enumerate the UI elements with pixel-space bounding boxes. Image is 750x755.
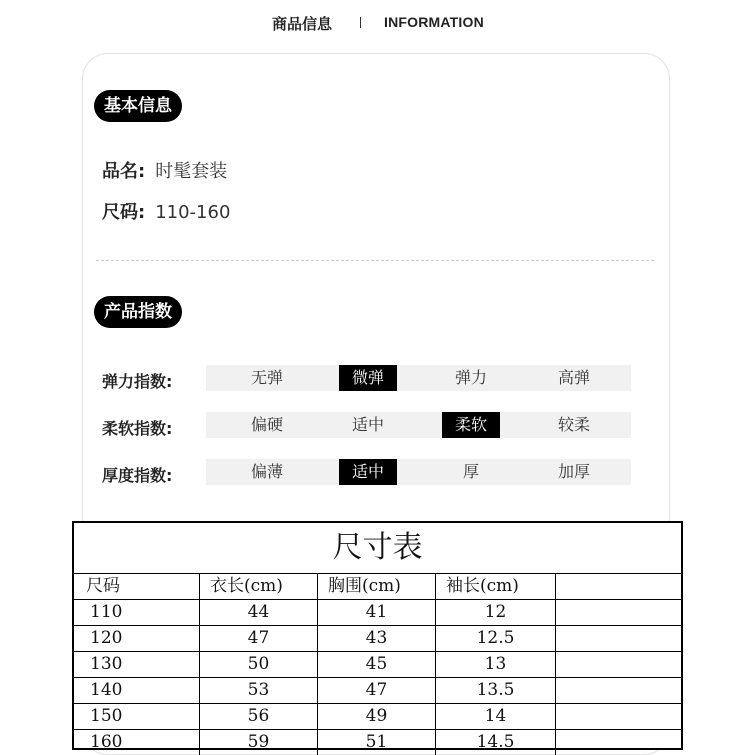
product-index-pill: 产品指数 — [94, 296, 182, 328]
elasticity-scale — [206, 365, 631, 391]
table-cell: 110 — [74, 600, 200, 625]
table-row — [74, 678, 681, 704]
table-cell — [556, 626, 681, 651]
table-cell: 45 — [318, 652, 436, 677]
table-cell: 44 — [200, 600, 318, 625]
table-cell: 41 — [318, 600, 436, 625]
table-cell: 59 — [200, 730, 318, 755]
product-size-label: 尺码: — [102, 202, 146, 223]
product-size-row — [102, 198, 230, 224]
table-cell: 14.5 — [436, 730, 556, 755]
header-separator — [360, 17, 361, 28]
table-cell: 14 — [436, 704, 556, 729]
product-name-label: 品名: — [102, 161, 146, 182]
product-name-value: 时髦套装 — [155, 161, 228, 182]
section-divider — [96, 260, 654, 261]
size-chart-table — [72, 521, 683, 750]
table-cell: 120 — [74, 626, 200, 651]
table-row — [74, 730, 681, 755]
table-cell: 13.5 — [436, 678, 556, 703]
table-cell — [556, 704, 681, 729]
header-cell — [556, 574, 681, 599]
softness-label: 柔软指数: — [102, 419, 173, 438]
thickness-option: 偏薄 — [250, 462, 283, 481]
header-cell: 尺码 — [74, 574, 200, 599]
size-chart-title: 尺寸表 — [74, 523, 681, 574]
table-row — [74, 652, 681, 678]
table-cell: 130 — [74, 652, 200, 677]
header-title-en: INFORMATION — [384, 14, 484, 30]
table-cell: 160 — [74, 730, 200, 755]
table-row — [74, 600, 681, 626]
table-cell: 50 — [200, 652, 318, 677]
table-cell: 47 — [200, 626, 318, 651]
table-row — [74, 704, 681, 730]
elasticity-label: 弹力指数: — [102, 372, 173, 391]
section-header — [0, 0, 750, 46]
table-cell — [556, 730, 681, 755]
elasticity-option: 高弹 — [557, 368, 590, 387]
header-cell: 胸围(cm) — [318, 574, 436, 599]
table-cell: 53 — [200, 678, 318, 703]
softness-option: 较柔 — [557, 415, 590, 434]
size-chart-grid — [74, 574, 681, 755]
table-row — [74, 626, 681, 652]
table-cell — [556, 600, 681, 625]
table-cell: 150 — [74, 704, 200, 729]
header-cell: 袖长(cm) — [436, 574, 556, 599]
softness-option: 偏硬 — [250, 415, 283, 434]
table-cell: 12 — [436, 600, 556, 625]
thickness-scale — [206, 459, 631, 485]
product-name-row — [102, 157, 227, 183]
thickness-option: 厚 — [462, 462, 479, 481]
thickness-label: 厚度指数: — [102, 466, 173, 485]
table-cell — [556, 652, 681, 677]
elasticity-option: 微弹 — [339, 365, 397, 391]
table-cell: 49 — [318, 704, 436, 729]
table-cell: 51 — [318, 730, 436, 755]
table-cell: 47 — [318, 678, 436, 703]
thickness-option: 加厚 — [557, 462, 590, 481]
table-cell: 12.5 — [436, 626, 556, 651]
elasticity-option: 无弹 — [250, 368, 283, 387]
softness-option: 适中 — [351, 415, 384, 434]
table-cell — [556, 678, 681, 703]
header-title-cn: 商品信息 — [272, 15, 333, 33]
thickness-option: 适中 — [339, 459, 397, 485]
table-cell: 13 — [436, 652, 556, 677]
softness-option: 柔软 — [442, 412, 500, 438]
elasticity-option: 弹力 — [454, 368, 487, 387]
table-header-row — [74, 574, 681, 600]
table-cell: 56 — [200, 704, 318, 729]
table-cell: 140 — [74, 678, 200, 703]
header-cell: 衣长(cm) — [200, 574, 318, 599]
table-cell: 43 — [318, 626, 436, 651]
basic-info-pill: 基本信息 — [94, 90, 182, 122]
softness-scale — [206, 412, 631, 438]
product-size-value: 110-160 — [155, 202, 231, 223]
